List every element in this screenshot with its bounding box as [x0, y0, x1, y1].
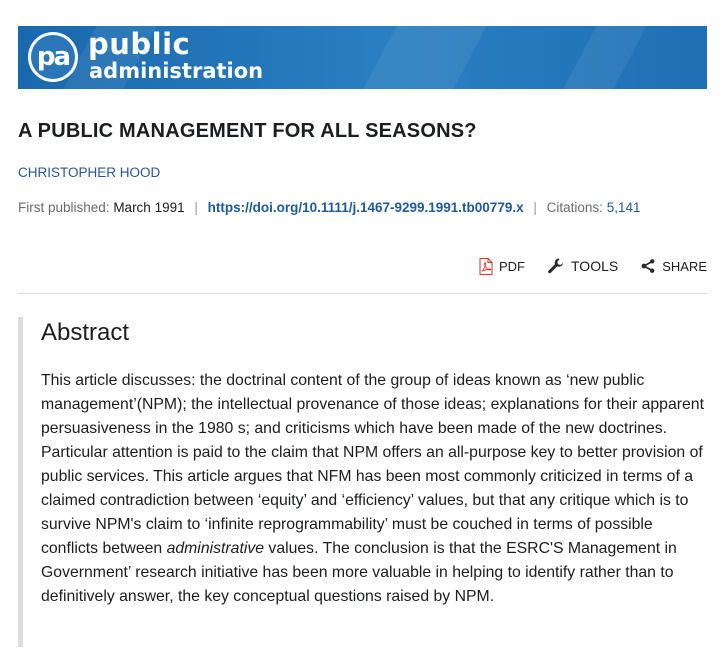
journal-name-line2: administration [89, 59, 264, 83]
author-link[interactable]: CHRISTOPHER HOOD [18, 165, 161, 180]
tools-button[interactable] [547, 257, 618, 275]
journal-name-line1: public [88, 27, 191, 61]
meta-separator: | [533, 200, 537, 215]
citations-label: Citations: [546, 200, 603, 215]
journal-banner[interactable] [18, 26, 707, 89]
pdf-icon [479, 258, 493, 275]
journal-name [88, 29, 263, 83]
first-published-label: First published: [18, 200, 110, 215]
doi-link[interactable]: https://doi.org/10.1111/j.1467-9299.1991.tb00779.x [207, 200, 524, 215]
meta-separator: | [194, 200, 198, 215]
article-toolbar [457, 256, 707, 276]
abstract-text-emphasis: administrative [166, 540, 265, 557]
share-label: SHARE [662, 258, 707, 274]
abstract-heading: Abstract [41, 319, 130, 346]
pdf-label: PDF [499, 258, 525, 274]
section-divider [18, 293, 707, 294]
pdf-button[interactable] [479, 258, 525, 275]
abstract-text [41, 369, 713, 609]
journal-logo-icon: pa [28, 32, 78, 82]
abstract-text-part2: values. The conclusion is that the ESRC'S Management in Government’ research initiative has been more valuable in helping to identify rather than to definitively answer, the key conceptual questions raised by NPM. [41, 540, 677, 605]
citations-count-link[interactable]: 5,141 [606, 200, 641, 215]
abstract-section [18, 317, 712, 647]
article-title: A PUBLIC MANAGEMENT FOR ALL SEASONS? [18, 120, 477, 142]
first-published-value: March 1991 [113, 200, 185, 215]
publication-meta [18, 200, 640, 215]
share-icon [640, 258, 656, 274]
abstract-text-part1: This article discusses: the doctrinal content of the group of ideas known as ‘new public management’(NPM); the intellectual provenance of those ideas; explanations for their apparent persuasiveness in the 1980 s; and criticisms which have been made of the new doctrines. Particular attention is paid to the claim that NPM offers an all-purpose key to better provision of public services. This article argues that NFM has been most commonly criticized in terms of a claimed contradiction between ‘equity’ and ‘efficiency’ values, but that any critique which is to survive NPM's claim to ‘infinite reprogrammability’ must be couched in terms of possible conflicts between [41, 372, 704, 557]
wrench-icon [547, 257, 565, 275]
share-button[interactable] [640, 258, 707, 274]
tools-label: TOOLS [571, 258, 619, 274]
